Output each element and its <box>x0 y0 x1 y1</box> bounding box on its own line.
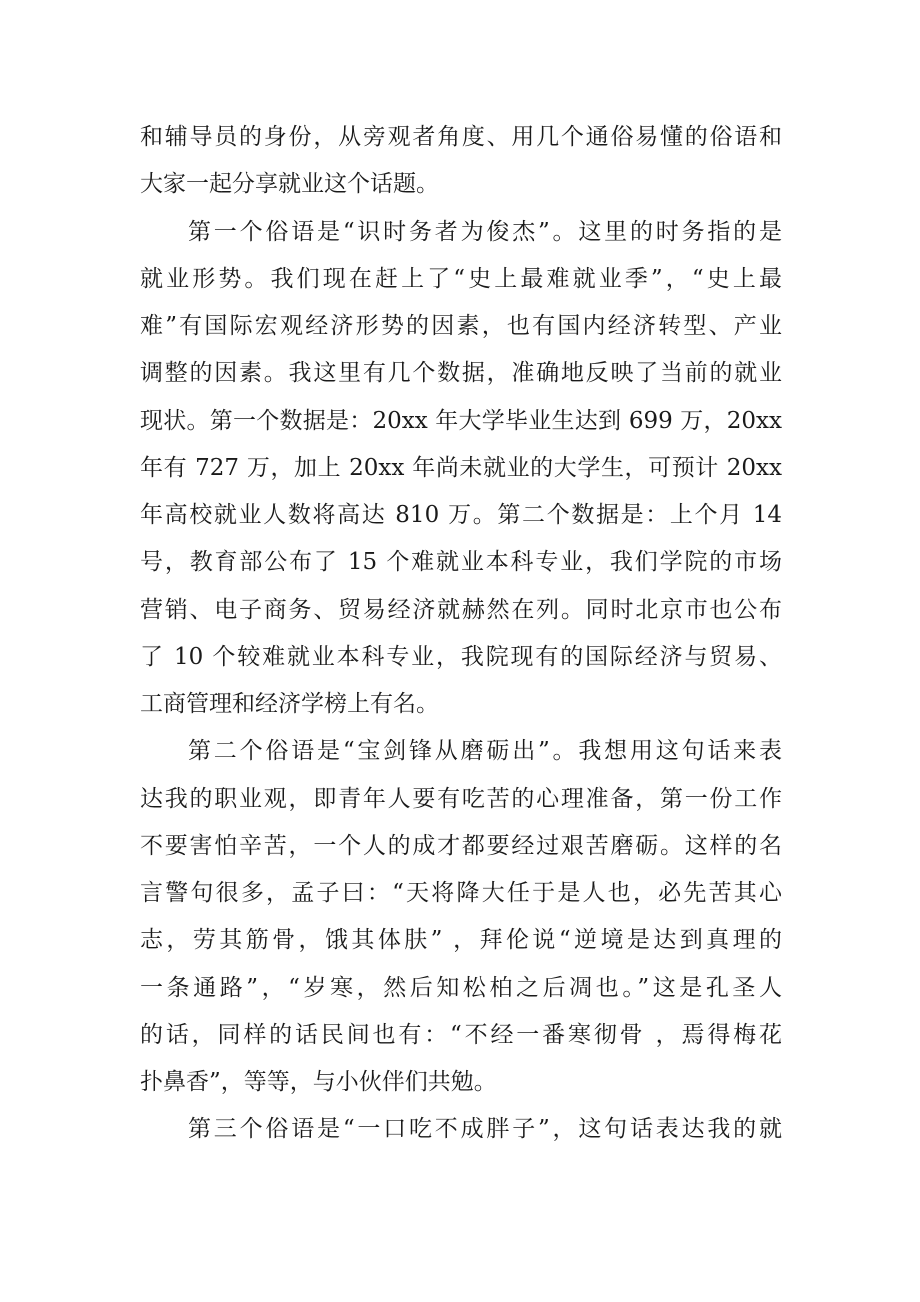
text-line: 一条通路”，“岁寒，然后知松柏之后凋也。”这是孔圣人 <box>140 974 782 1001</box>
text-line: 和辅导员的身份，从旁观者角度、用几个通俗易懂的俗语和 <box>140 124 782 150</box>
text-line: 调整的因素。我这里有几个数据，准确地反映了当前的就业 <box>140 360 782 387</box>
text-line: 了 10 个较难就业本科专业，我院现有的国际经济与贸易、 <box>140 643 782 670</box>
text-line: 工商管理和经济学榜上有名。 <box>140 691 439 717</box>
text-line: 不要害怕辛苦，一个人的成才都要经过艰苦磨砺。这样的名 <box>140 832 782 859</box>
text-line: 年高校就业人数将高达 810 万。第二个数据是：上个月 14 <box>140 502 782 528</box>
text-line: 难”有国际宏观经济形势的因素，也有国内经济转型、产业 <box>140 313 782 339</box>
text-line: 年有 727 万，加上 20xx 年尚未就业的大学生，可预计 20xx <box>140 454 782 481</box>
text-line: 就业形势。我们现在赶上了“史上最难就业季”，“史上最 <box>140 265 782 292</box>
text-line: 第一个俗语是“识时务者为俊杰”。这里的时务指的是 <box>188 218 782 245</box>
text-line: 大家一起分享就业这个话题。 <box>140 171 439 198</box>
text-line: 扑鼻香”，等等，与小伙伴们共勉。 <box>140 1069 497 1095</box>
text-line: 第三个俗语是“一口吃不成胖子”，这句话表达我的就 <box>188 1116 782 1143</box>
text-line: 的话，同样的话民间也有：“不经一番寒彻骨 ，焉得梅花 <box>140 1021 782 1048</box>
text-line: 志，劳其筋骨，饿其体肤” ，拜伦说“逆境是达到真理的 <box>140 927 782 954</box>
text-line: 现状。第一个数据是：20xx 年大学毕业生达到 699 万，20xx <box>140 407 782 434</box>
text-line: 言警句很多，孟子曰：“天将降大任于是人也，必先苦其心 <box>140 880 782 906</box>
document-body <box>140 114 782 1154</box>
text-line: 号，教育部公布了 15 个难就业本科专业，我们学院的市场 <box>140 549 782 576</box>
text-line: 第二个俗语是“宝剑锋从磨砺出”。我想用这句话来表 <box>188 738 782 765</box>
text-line: 达我的职业观，即青年人要有吃苦的心理准备，第一份工作 <box>140 785 782 812</box>
text-line: 营销、电子商务、贸易经济就赫然在列。同时北京市也公布 <box>140 596 782 623</box>
